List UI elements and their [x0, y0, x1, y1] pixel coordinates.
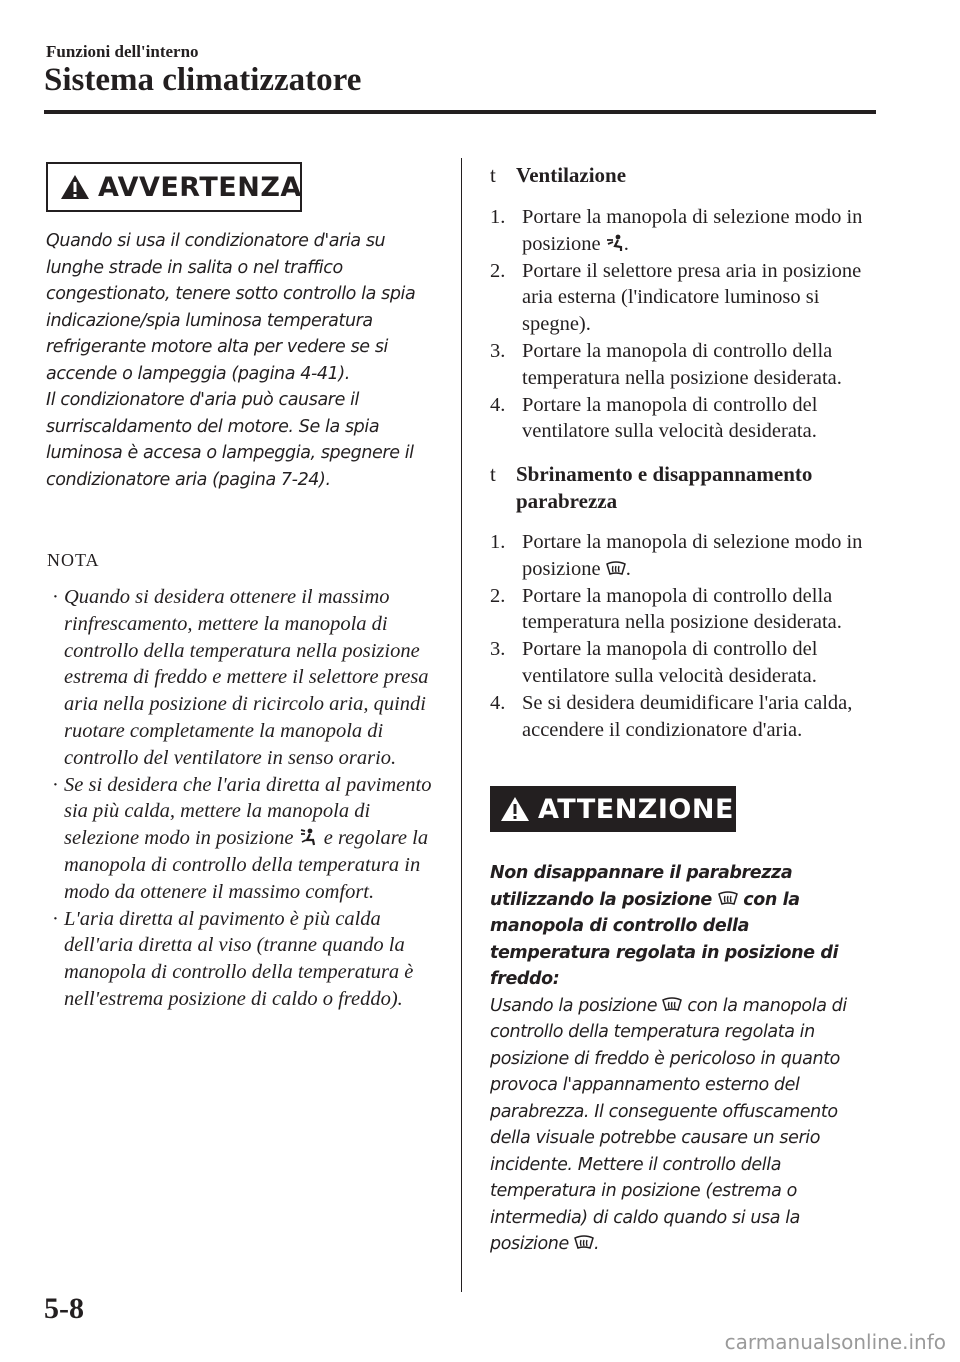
warning-heading — [46, 162, 302, 212]
caution-bold-before: Non disappannare il parabrezza utilizzando la posizione — [490, 863, 793, 910]
warning-label: AVVERTENZA — [98, 171, 302, 203]
warning-paragraph-2: Il condizionatore d'aria può causare il surriscaldamento del motore. Se la spia luminosa è accesa o lampeggia, spegnere il condizionatore aria (pagina 7-24). — [46, 390, 414, 490]
ventilazione-steps — [490, 204, 880, 445]
ventilazione-title: Ventilazione — [516, 163, 627, 187]
header-rule — [44, 110, 876, 114]
vent-floor-defrost-icon — [299, 828, 319, 846]
ventilazione-heading — [490, 162, 626, 189]
step-item: 2. Portare il selettore presa aria in posizione aria esterna (l'indicatore luminoso si spegne). — [490, 259, 862, 336]
defroster-icon — [662, 997, 682, 1013]
caution-text — [490, 860, 870, 1258]
caution-heading — [490, 786, 736, 832]
defroster-icon — [606, 561, 626, 577]
caution-label: ATTENZIONE — [538, 793, 734, 825]
section-label: Funzioni dell'interno — [46, 42, 199, 61]
nota-item: · L'aria diretta al pavimento è più calda dell'aria diretta al viso (tranne quando la manopola di controllo della temperatura è nell'estrema posizione di caldo o freddo). — [46, 906, 436, 1013]
caution-text-after: . — [593, 1234, 600, 1254]
sbrinamento-heading — [490, 461, 846, 514]
step-item: 4. Portare la manopola di controllo del ventilatore sulla velocità desiderata. — [490, 393, 818, 443]
defroster-icon — [574, 1235, 594, 1251]
step-item: 2. Portare la manopola di controllo della temperatura nella posizione desiderata. — [490, 584, 842, 634]
step-item: 4. Se si desidera deumidificare l'aria calda, accendere il condizionatore d'aria. — [490, 691, 853, 741]
step-item: 3. Portare la manopola di controllo del ventilatore sulla velocità desiderata. — [490, 638, 818, 687]
step-item: 3. Portare la manopola di controllo della temperatura nella posizione desiderata. — [490, 339, 842, 389]
sbrinamento-title: Sbrinamento e disappannamento parabrezza — [516, 462, 813, 513]
nota-list — [46, 584, 436, 1013]
caution-text-before: Usando la posizione — [490, 995, 663, 1016]
page-number: 5-8 — [44, 1292, 84, 1325]
step-item: 1. Portare la manopola di selezione modo in posizione . — [490, 531, 863, 580]
section-marker: t — [490, 163, 496, 187]
sbrinamento-steps — [490, 529, 880, 743]
watermark: carmanualsonline.info — [724, 1330, 946, 1354]
nota-label: NOTA — [47, 550, 100, 570]
column-divider — [461, 158, 462, 1292]
warning-text — [46, 228, 441, 493]
nota-item: · Se si desidera che l'aria diretta al pavimento sia più calda, mettere la manopola di selezione modo in posizione e regolare la manopola di controllo della temperatura in modo da ottenere il massimo comfort. — [46, 772, 436, 906]
warning-paragraph-1: Quando si usa il condizionatore d'aria su lunghe strade in salita o nel traffico congestionato, tenere sotto controllo la spia indicazione/spia luminosa temperatura refrigerante motore alta per vedere se si accende o lampeggia (pagina 4-41). — [46, 231, 416, 384]
page-title: Sistema climatizzatore — [44, 62, 362, 98]
caution-text-mid: con la manopola di controllo della temperatura regolata in posizione di freddo è pericoloso in quanto provoca l'appannamento esterno del parabrezza. Il conseguente offuscamento della visuale potrebbe causare un serio incidente. Mettere il controllo della temperatura in posizione (estrema o intermedia) di caldo quando si usa la posizione — [490, 995, 847, 1254]
warning-triangle-icon — [60, 174, 90, 200]
step-item: 1. Portare la manopola di selezione modo in posizione . — [490, 206, 863, 255]
caution-bold-after: con la manopola di controllo della temperatura regolata in posizione di freddo: — [490, 889, 839, 989]
nota-item: · Quando si desidera ottenere il massimo rinfrescamento, mettere la manopola di controllo della temperatura nella posizione estrema di freddo e mettere il selettore presa aria nella posizione di ricircolo aria, quindi ruotare completamente la manopola di controllo del ventilatore in senso orario. — [46, 584, 436, 772]
vent-face-icon — [606, 234, 624, 252]
defroster-icon — [718, 891, 738, 907]
warning-triangle-icon — [500, 796, 530, 822]
section-marker: t — [490, 462, 496, 486]
